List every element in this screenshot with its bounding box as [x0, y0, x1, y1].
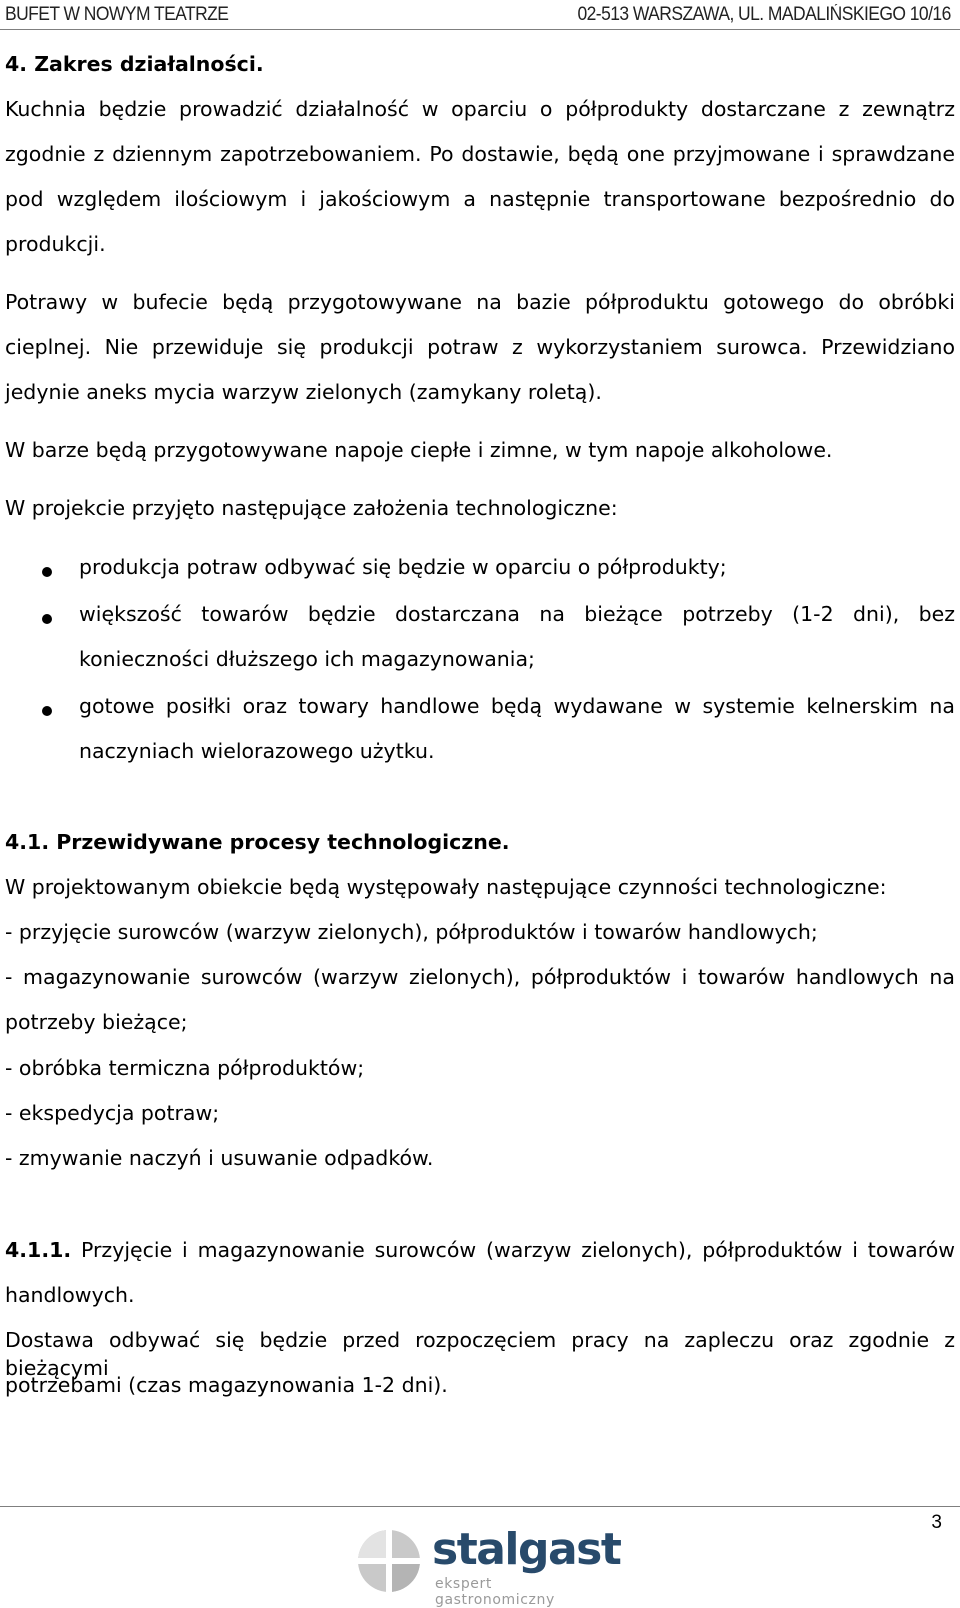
- header-divider: [0, 29, 960, 30]
- header-address: 02-513 WARSZAWA, UL. MADALIŃSKIEGO 10/16: [577, 4, 951, 25]
- paragraph-line: produkcji.: [5, 232, 106, 256]
- section-heading: 4.1. Przewidywane procesy technologiczne.: [5, 830, 510, 854]
- list-item: gotowe posiłki oraz towary handlowe będą wydawane w systemie kelnerskim na: [79, 694, 955, 718]
- page-number: 3: [931, 1512, 942, 1533]
- subsection-heading: [5, 1236, 955, 1264]
- logo-mark-icon: [356, 1528, 422, 1594]
- subsection-number: 4.1.1.: [5, 1238, 72, 1262]
- list-item: produkcja potraw odbywać się będzie w oparciu o półprodukty;: [79, 555, 727, 579]
- bullet-icon: [42, 706, 52, 716]
- paragraph-line: pod względem ilościowym i jakościowym a następnie transportowane bezpośrednio do: [5, 187, 955, 211]
- footer-divider: [0, 1506, 960, 1507]
- section-heading: 4. Zakres działalności.: [5, 52, 264, 76]
- paragraph-line: Potrawy w bufecie będą przygotowywane na bazie półproduktu gotowego do obróbki: [5, 290, 955, 314]
- paragraph-line: zgodnie z dziennym zapotrzebowaniem. Po dostawie, będą one przyjmowane i sprawdzane: [5, 142, 955, 166]
- logo-tagline: ekspert gastronomiczny: [435, 1576, 555, 1608]
- list-item: większość towarów będzie dostarczana na bieżące potrzeby (1-2 dni), bez: [79, 602, 955, 626]
- paragraph-line: W projekcie przyjęto następujące założenia technologiczne:: [5, 496, 618, 520]
- subsection-title-line: handlowych.: [5, 1283, 135, 1307]
- list-item: - obróbka termiczna półproduktów;: [5, 1056, 365, 1080]
- list-item: - ekspedycja potraw;: [5, 1101, 220, 1125]
- bullet-icon: [42, 567, 52, 577]
- stalgast-logo: [356, 1524, 621, 1608]
- list-item: potrzeby bieżące;: [5, 1010, 188, 1034]
- list-item: - magazynowanie surowców (warzyw zielonych), półproduktów i towarów handlowych na: [5, 965, 955, 989]
- list-item: - przyjęcie surowców (warzyw zielonych), półproduktów i towarów handlowych;: [5, 920, 818, 944]
- list-item: konieczności dłuższego ich magazynowania;: [79, 647, 535, 671]
- header-title: BUFET W NOWYM TEATRZE: [5, 4, 229, 25]
- paragraph-line: Dostawa odbywać się będzie przed rozpoczęciem pracy na zapleczu oraz zgodnie z bieżącymi: [5, 1328, 955, 1380]
- list-item: naczyniach wielorazowego użytku.: [79, 739, 435, 763]
- paragraph-line: potrzebami (czas magazynowania 1-2 dni).: [5, 1373, 448, 1397]
- page-header: [5, 4, 951, 26]
- paragraph-line: W projektowanym obiekcie będą występowały następujące czynności technologiczne:: [5, 875, 887, 899]
- paragraph-line: jedynie aneks mycia warzyw zielonych (zamykany roletą).: [5, 380, 602, 404]
- paragraph-line: W barze będą przygotowywane napoje ciepłe i zimne, w tym napoje alkoholowe.: [5, 438, 833, 462]
- paragraph-line: cieplnej. Nie przewiduje się produkcji potraw z wykorzystaniem surowca. Przewidziano: [5, 335, 955, 359]
- logo-wordmark: stalgast: [432, 1524, 621, 1575]
- list-item: - zmywanie naczyń i usuwanie odpadków.: [5, 1146, 434, 1170]
- bullet-icon: [42, 614, 52, 624]
- paragraph-line: Kuchnia będzie prowadzić działalność w oparciu o półprodukty dostarczane z zewnątrz: [5, 97, 955, 121]
- subsection-title: Przyjęcie i magazynowanie surowców (warzyw zielonych), półproduktów i towarów: [71, 1238, 955, 1262]
